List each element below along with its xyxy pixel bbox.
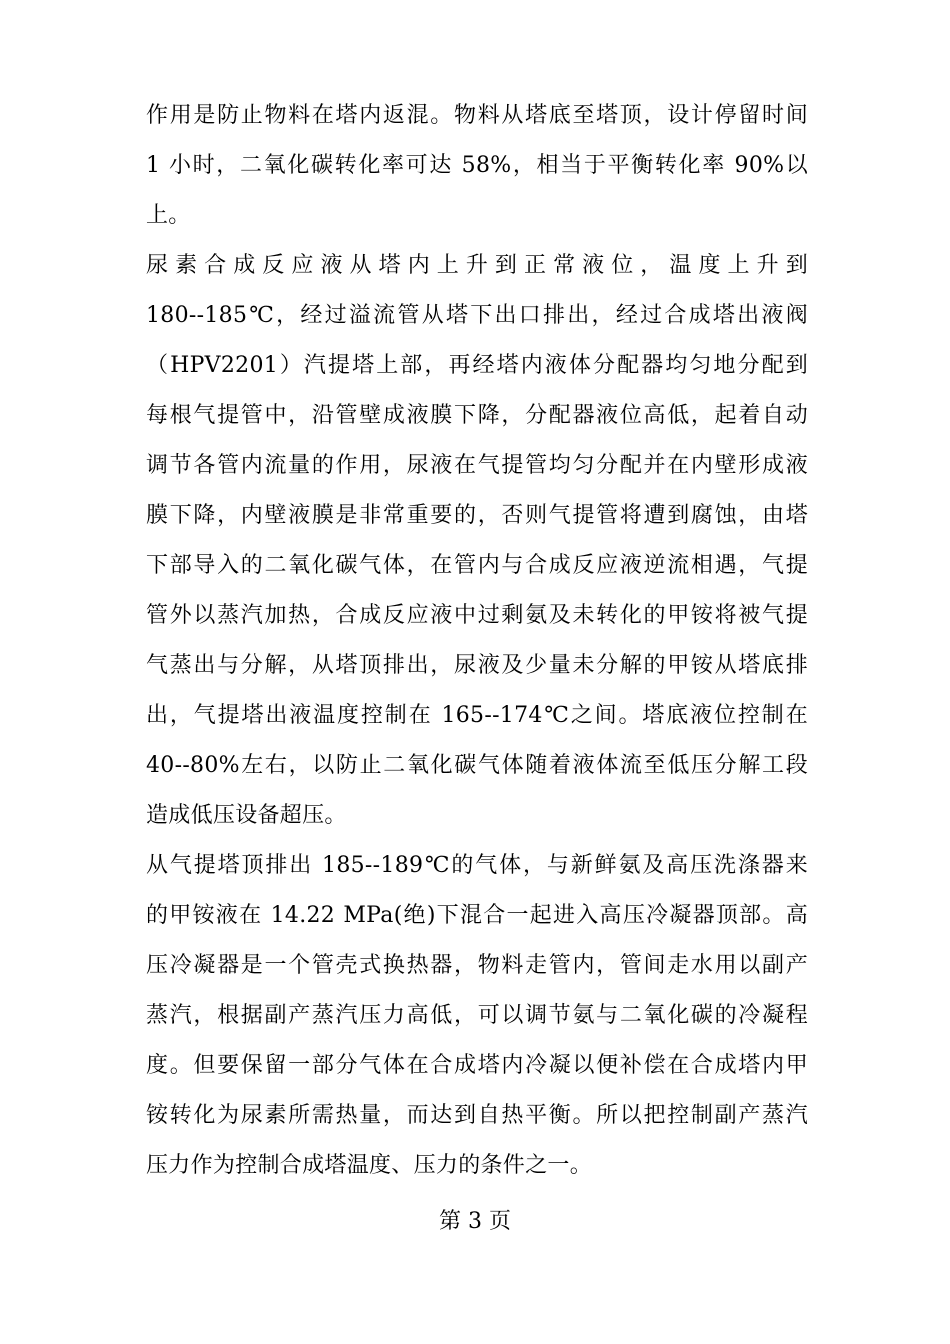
text-line: 管外以蒸汽加热，合成反应液中过剩氨及未转化的甲铵将被气提 bbox=[146, 603, 808, 628]
text-line: 造成低压设备超压。 bbox=[146, 803, 347, 828]
text-line: 每根气提管中，沿管壁成液膜下降，分配器液位高低，起着自动 bbox=[146, 403, 808, 428]
text-line: 蒸汽，根据副产蒸汽压力高低，可以调节氨与二氧化碳的冷凝程 bbox=[146, 1003, 808, 1028]
text-line: 压力作为控制合成塔温度、压力的条件之一。 bbox=[146, 1153, 593, 1178]
text-line: 40--80%左右，以防止二氧化碳气体随着液体流至低压分解工段 bbox=[146, 753, 808, 778]
text-line: 从气提塔顶排出 185--189℃的气体，与新鲜氨及高压洗涤器来 bbox=[146, 853, 808, 878]
text-line: （HPV2201）汽提塔上部，再经塔内液体分配器均匀地分配到 bbox=[146, 353, 808, 378]
text-line: 尿素合成反应液从塔内上升到正常液位，温度上升到 bbox=[146, 253, 808, 278]
text-line: 下部导入的二氧化碳气体，在管内与合成反应液逆流相遇，气提 bbox=[146, 553, 808, 578]
text-line: 气蒸出与分解，从塔顶排出，尿液及少量未分解的甲铵从塔底排 bbox=[146, 653, 808, 678]
page-number: 第 3 页 bbox=[439, 1209, 511, 1234]
text-line: 的甲铵液在 14.22 MPa(绝)下混合一起进入高压冷凝器顶部。高 bbox=[146, 903, 808, 928]
text-line: 上。 bbox=[146, 203, 191, 228]
text-line: 度。但要保留一部分气体在合成塔内冷凝以便补偿在合成塔内甲 bbox=[146, 1053, 808, 1078]
text-line: 1 小时，二氧化碳转化率可达 58%，相当于平衡转化率 90%以 bbox=[146, 153, 808, 178]
text-line: 铵转化为尿素所需热量，而达到自热平衡。所以把控制副产蒸汽 bbox=[146, 1103, 808, 1128]
text-line: 180--185℃，经过溢流管从塔下出口排出，经过合成塔出液阀 bbox=[146, 303, 808, 328]
text-line: 作用是防止物料在塔内返混。物料从塔底至塔顶，设计停留时间 bbox=[146, 103, 808, 128]
text-line: 膜下降，内壁液膜是非常重要的，否则气提管将遭到腐蚀，由塔 bbox=[146, 503, 808, 528]
text-line: 出，气提塔出液温度控制在 165--174℃之间。塔底液位控制在 bbox=[146, 703, 808, 728]
text-line: 压冷凝器是一个管壳式换热器，物料走管内，管间走水用以副产 bbox=[146, 953, 808, 978]
text-line: 调节各管内流量的作用，尿液在气提管均匀分配并在内壁形成液 bbox=[146, 453, 808, 478]
